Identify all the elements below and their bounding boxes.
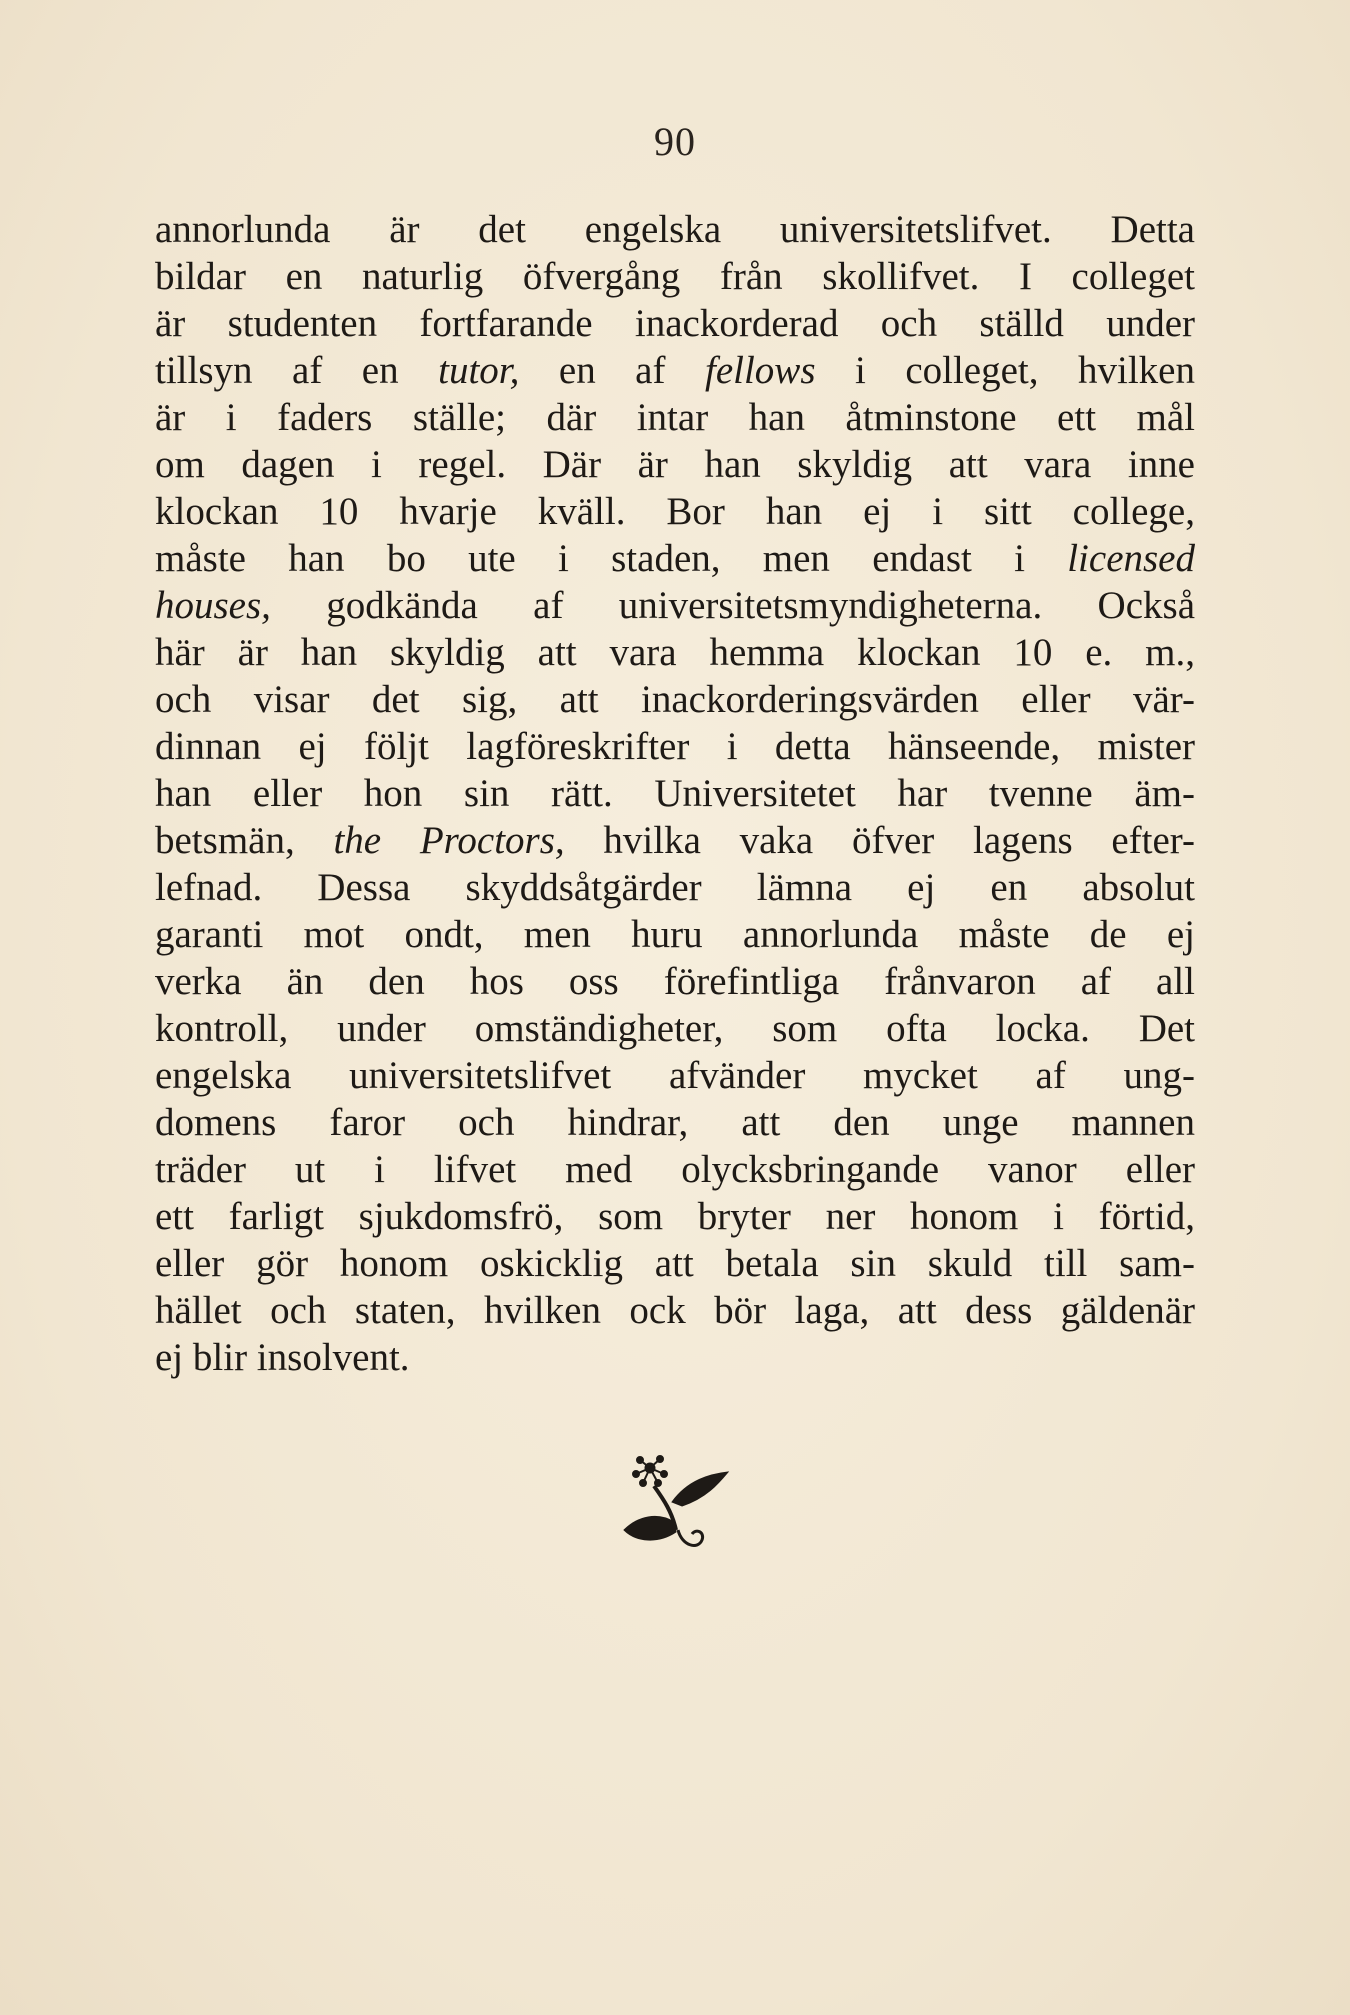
text-line xyxy=(155,535,1195,582)
text-run: engelska universitetslifvet afvänder mycket af ung- xyxy=(155,1054,1195,1097)
text-run: träder ut i lifvet med olycksbringande vanor eller xyxy=(155,1148,1195,1191)
floral-vine-icon xyxy=(610,1450,740,1560)
text-run: verka än den hos oss förefintliga frånvaron af all xyxy=(155,960,1195,1003)
text-run: är i faders ställe; där intar han åtminstone ett mål xyxy=(155,396,1195,439)
text-line xyxy=(155,347,1195,394)
text-run: annorlunda är det engelska universitetslifvet. Detta xyxy=(155,208,1195,251)
text-run: betsmän, xyxy=(155,819,334,862)
text-line xyxy=(155,582,1195,629)
text-line xyxy=(155,1146,1195,1193)
italic-text: houses, xyxy=(155,584,271,627)
text-line xyxy=(155,629,1195,676)
text-run: om dagen i regel. Där är han skyldig att vara inne xyxy=(155,443,1195,486)
text-line xyxy=(155,488,1195,535)
text-line xyxy=(155,1052,1195,1099)
text-run: i colleget, hvilken xyxy=(815,349,1195,392)
italic-text: licensed xyxy=(1067,537,1195,580)
text-run: ett farligt sjukdomsfrö, som bryter ner honom i förtid, xyxy=(155,1195,1195,1238)
text-run: bildar en naturlig öfvergång från skollifvet. I colleget xyxy=(155,255,1195,298)
text-run: ej blir insolvent. xyxy=(155,1336,410,1379)
text-line xyxy=(155,911,1195,958)
text-line xyxy=(155,300,1195,347)
text-run: en af xyxy=(519,349,705,392)
text-run: hället och staten, hvilken ock bör laga, att dess gäldenär xyxy=(155,1289,1195,1332)
text-run: måste han bo ute i staden, men endast i xyxy=(155,537,1068,580)
text-line xyxy=(155,723,1195,770)
text-line xyxy=(155,1334,1195,1381)
text-run: kontroll, under omständigheter, som ofta locka. Det xyxy=(155,1007,1195,1050)
text-run: han eller hon sin rätt. Universitetet har tvenne äm- xyxy=(155,772,1195,815)
italic-text: the Proctors, xyxy=(333,819,565,862)
text-run: klockan 10 hvarje kväll. Bor han ej i sitt college, xyxy=(155,490,1195,533)
text-line xyxy=(155,253,1195,300)
text-run: och visar det sig, att inackorderingsvärden eller vär- xyxy=(155,678,1195,721)
italic-text: tutor, xyxy=(438,349,520,392)
text-line xyxy=(155,1240,1195,1287)
text-run: tillsyn af en xyxy=(155,349,439,392)
text-line xyxy=(155,1099,1195,1146)
page-number: 90 xyxy=(654,119,696,164)
text-line xyxy=(155,770,1195,817)
text-line xyxy=(155,394,1195,441)
text-run: hvilka vaka öfver lagens efter- xyxy=(564,819,1195,862)
text-line xyxy=(155,1287,1195,1334)
text-line xyxy=(155,817,1195,864)
text-run: lefnad. Dessa skyddsåtgärder lämna ej en absolut xyxy=(155,866,1195,909)
text-line xyxy=(155,441,1195,488)
text-run: garanti mot ondt, men huru annorlunda måste de ej xyxy=(155,913,1195,956)
text-line xyxy=(155,864,1195,911)
text-line xyxy=(155,1193,1195,1240)
text-run: dinnan ej följt lagföreskrifter i detta hänseende, mister xyxy=(155,725,1195,768)
text-run: är studenten fortfarande inackorderad och ställd under xyxy=(155,302,1195,345)
body-text xyxy=(155,206,1195,1381)
italic-text: fellows xyxy=(704,349,816,392)
text-run: domens faror och hindrar, att den unge mannen xyxy=(155,1101,1195,1144)
text-line xyxy=(155,1005,1195,1052)
text-line xyxy=(155,206,1195,253)
text-line xyxy=(155,958,1195,1005)
text-run: godkända af universitetsmyndigheterna. Också xyxy=(270,584,1195,627)
text-run: eller gör honom oskicklig att betala sin skuld till sam- xyxy=(155,1242,1195,1285)
text-run: här är han skyldig att vara hemma klockan 10 e. m., xyxy=(155,631,1195,674)
text-line xyxy=(155,676,1195,723)
